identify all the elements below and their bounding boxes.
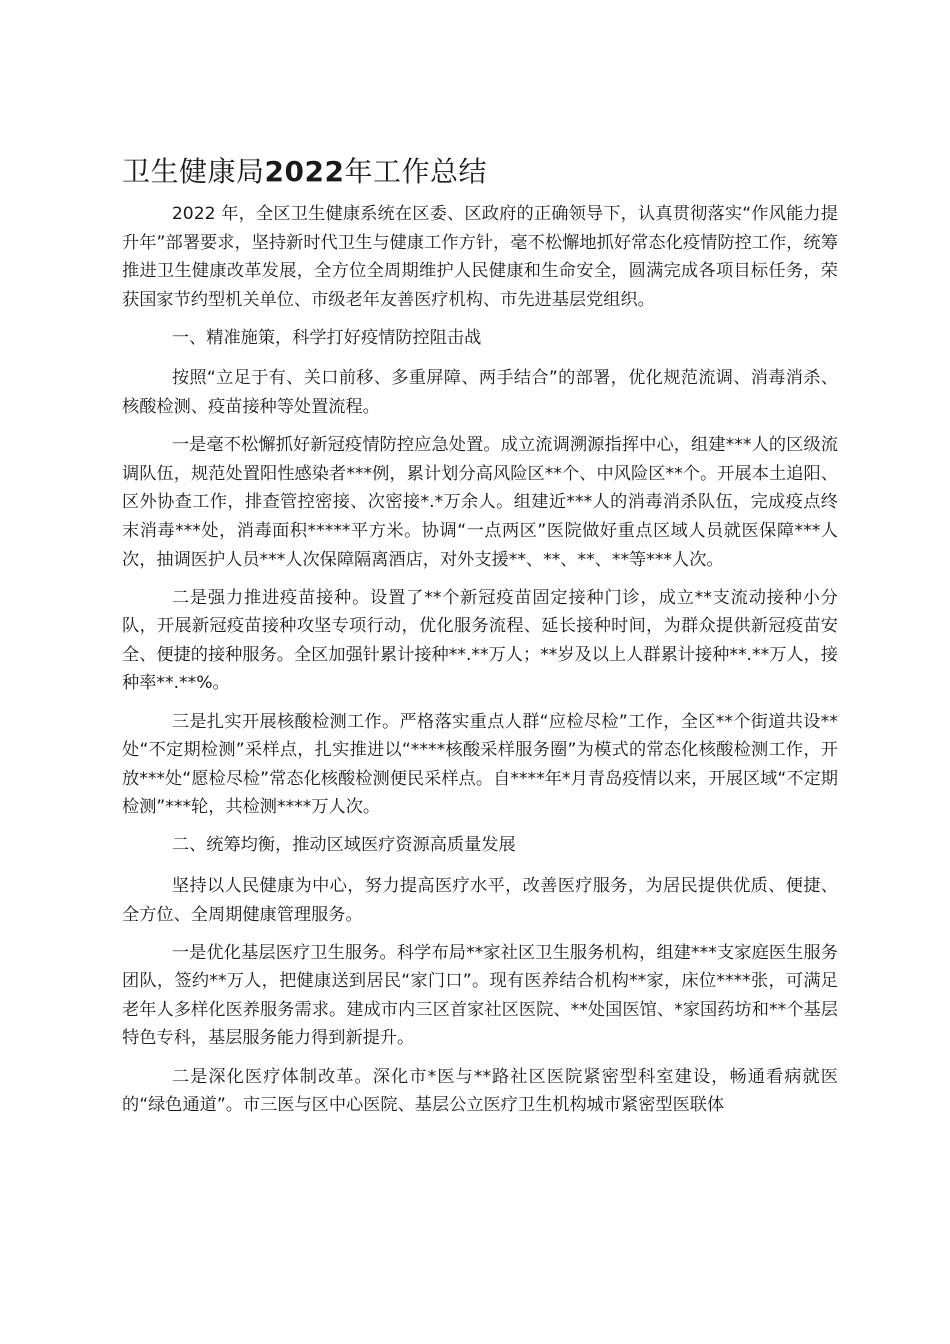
section-1-item-3: 三是扎实开展核酸检测工作。严格落实重点人群“应检尽检”工作，全区**个街道共设**处“不定期检测”采样点，扎实推进以“****核酸采样服务圈”为模式的常态化核酸检测工作，开放***处“愿检尽检”常态化核酸检测便民采样点。自****年*月青岛疫情以来，开展区域“不定期检测”***轮，共检测****万人次。	[122, 711, 838, 818]
intro-paragraph: 2022 年，全区卫生健康系统在区委、区政府的正确领导下，认真贯彻落实“作风能力提升年”部署要求，坚持新时代卫生与健康工作方针，毫不松懈地抓好常态化疫情防控工作，统筹推进卫生健康改革发展，全方位全周期维护人民健康和生命安全，圆满完成各项目标任务，荣获国家节约型机关单位、市级老年友善医疗机构、市先进基层党组织。	[122, 204, 838, 310]
document-title	[122, 150, 838, 194]
section-1-item-1: 一是毫不松懈抓好新冠疫情防控应急处置。成立流调溯源指挥中心，组建***人的区级流调队伍，规范处置阳性感染者***例，累计划分高风险区**个、中风险区**个。开展本土追阳、区外协查工作，排查管控密接、次密接*.*万余人。组建近***人的消毒消杀队伍，完成疫点终末消毒***处，消毒面积*****平方米。协调“一点两区”医院做好重点区域人员就医保障***人次，抽调医护人员***人次保障隔离酒店，对外支援**、**、**、**等***人次。	[122, 435, 838, 570]
title-suffix: 年工作总结	[344, 155, 487, 188]
section-heading-2: 二、统筹均衡，推动区域医疗资源高质量发展	[171, 835, 516, 856]
section-2-item-1: 一是优化基层医疗卫生服务。科学布局**家社区卫生服务机构，组建***支家庭医生服务团队，签约**万人，把健康送到居民“家门口”。现有医养结合机构**家，床位****张，可满足老年人多样化医养服务需求。建成市内三区首家社区医院、**处国医馆、*家国药坊和**个基层特色专科，基层服务能力得到新提升。	[122, 942, 838, 1049]
section-2-intro: 坚持以人民健康为中心，努力提高医疗水平，改善医疗服务，为居民提供优质、便捷、全方位、全周期健康管理服务。	[122, 875, 838, 925]
section-1-intro: 按照“立足于有、关口前移、多重屏障、两手结合”的部署，优化规范流调、消毒消杀、核酸检测、疫苗接种等处置流程。	[122, 368, 838, 418]
section-2-item-2: 二是深化医疗体制改革。深化市*医与**路社区医院紧密型科室建设，畅通看病就医的“绿色通道”。市三医与区中心医院、基层公立医疗卫生机构城市紧密型医联体	[122, 1066, 838, 1116]
title-year: 2022	[264, 155, 345, 188]
section-heading-1: 一、精准施策，科学打好疫情防控阻击战	[171, 327, 482, 348]
section-1-item-2: 二是强力推进疫苗接种。设置了**个新冠疫苗固定接种门诊，成立**支流动接种小分队，开展新冠疫苗接种攻坚专项行动，优化服务流程、延长接种时间，为群众提供新冠疫苗安全、便捷的接种服务。全区加强针累计接种**.**万人；**岁及以上人群累计接种**.**万人，接种率**.**%。	[122, 587, 838, 694]
title-prefix: 卫生健康局	[122, 155, 265, 188]
document-page	[122, 150, 838, 1129]
